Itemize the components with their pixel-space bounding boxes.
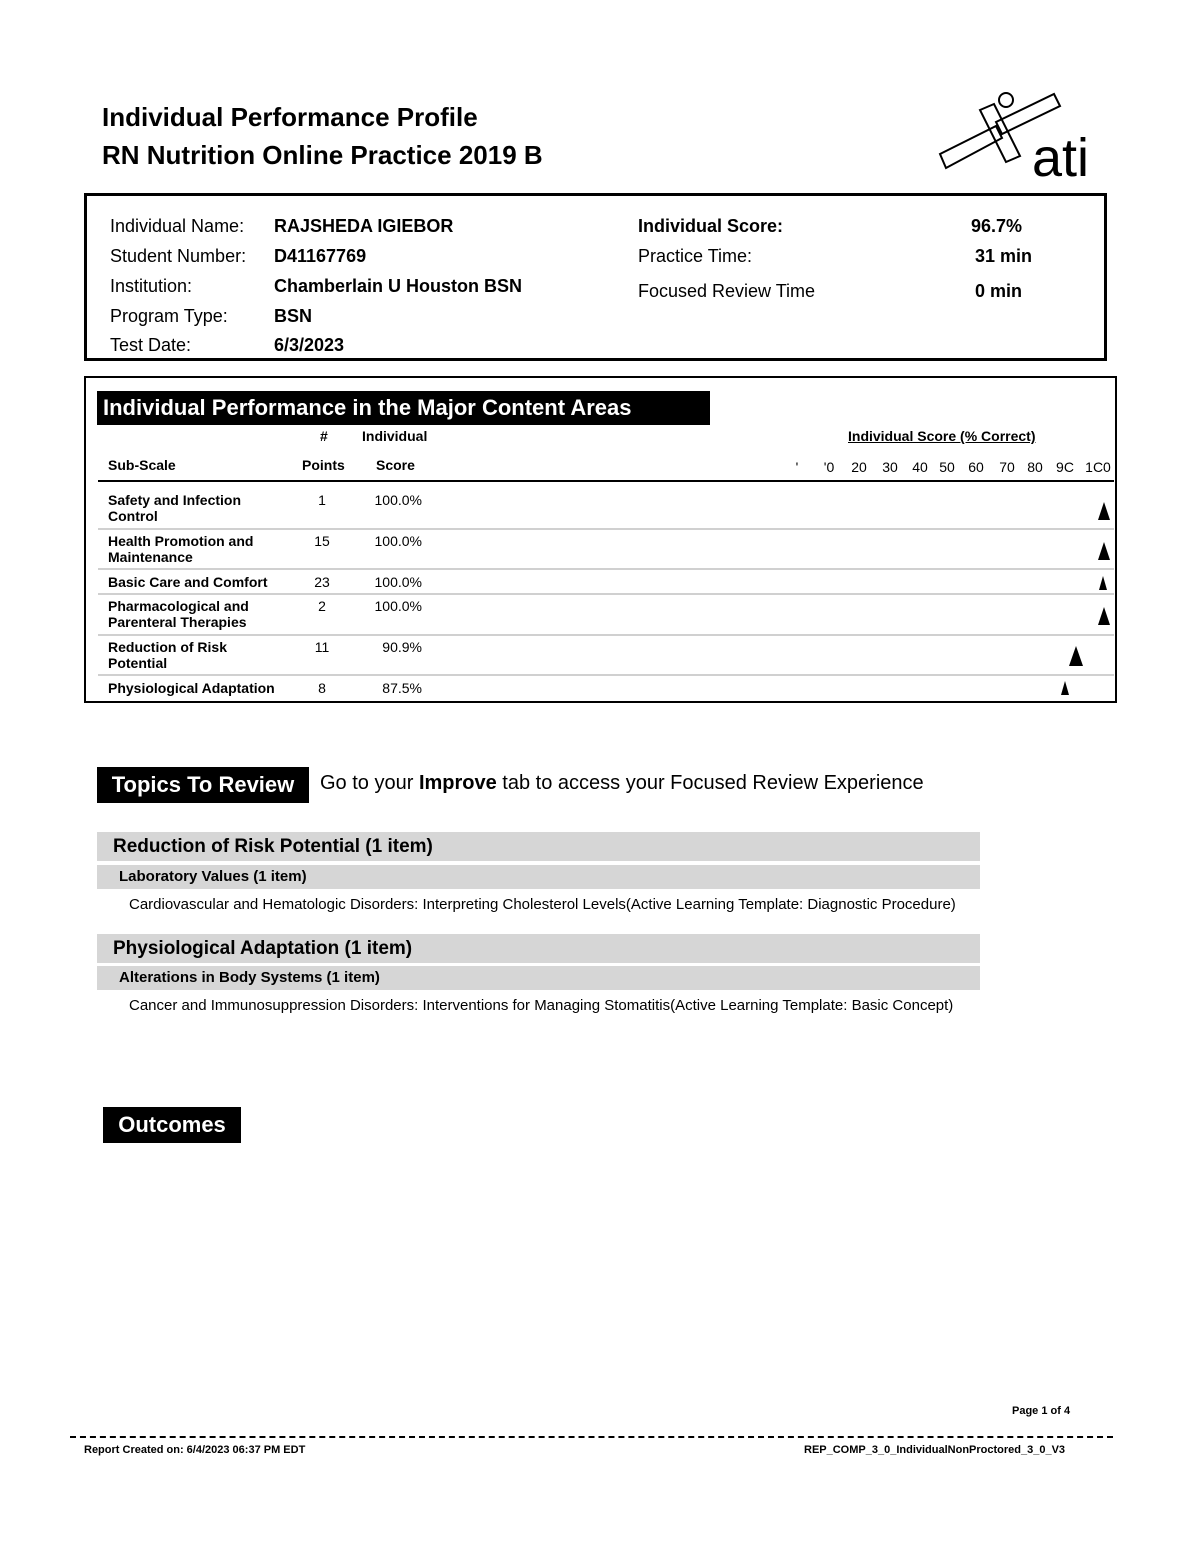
score-label: Individual Score: [638, 216, 784, 236]
ati-logo-icon [936, 86, 1104, 182]
row-score: 100.0% [374, 574, 422, 590]
axis-tick-label: 1C0 [1085, 459, 1111, 475]
test-title: RN Nutrition Online Practice 2019 B [102, 140, 543, 170]
topics-intro [320, 772, 924, 795]
row-divider [98, 593, 1114, 595]
topics-tag: Topics To Review [97, 767, 309, 803]
topic-category: Physiological Adaptation (1 item) [97, 934, 980, 963]
score-marker [1069, 646, 1083, 666]
axis-tick-label: 50 [939, 459, 955, 475]
row-subscale-name: Safety and Infection Control [108, 492, 242, 524]
report-created: Report Created on: 6/4/2023 06:37 PM EDT [84, 1444, 306, 1456]
score-marker [1098, 607, 1110, 625]
topic-subcategory: Alterations in Body Systems (1 item) [97, 966, 980, 990]
row-score: 100.0% [374, 598, 422, 614]
row-score: 100.0% [374, 533, 422, 549]
institution: Chamberlain U Houston BSN [274, 276, 523, 296]
row-points: 11 [314, 639, 330, 655]
col-hash: # [320, 428, 328, 444]
score-marker [1061, 681, 1069, 695]
program-type: BSN [274, 306, 313, 326]
axis-tick-label: '0 [823, 459, 835, 475]
row-points: 2 [318, 598, 326, 614]
score-marker [1098, 502, 1110, 520]
axis-tick-label: 60 [968, 459, 984, 475]
axis-tick-label: 80 [1027, 459, 1043, 475]
program-label: Program Type: [110, 306, 228, 326]
improve-tab-link[interactable]: Improve [418, 772, 497, 794]
page-number: Page 1 of 4 [1012, 1405, 1071, 1417]
chart-title: Individual Score (% Correct) [848, 428, 1036, 444]
row-points: 1 [318, 492, 326, 508]
row-subscale-name: Reduction of Risk Potential [108, 639, 228, 671]
intro-suffix: tab to access your Focused Review Experience [496, 772, 924, 794]
logo-text: ati [1032, 128, 1090, 182]
outcomes-tag: Outcomes [103, 1107, 241, 1143]
col-subscale: Sub-Scale [108, 457, 176, 473]
col-score: Score [376, 457, 415, 473]
row-subscale-name: Basic Care and Comfort [108, 574, 268, 590]
axis-tick-label: 40 [912, 459, 928, 475]
performance-header: Individual Performance in the Major Content Areas [97, 391, 710, 425]
score-marker [1098, 542, 1110, 560]
header-divider [98, 480, 1114, 482]
row-divider [98, 634, 1114, 636]
individual-score: 96.7% [971, 216, 1023, 236]
row-divider [98, 568, 1114, 570]
footer-divider [70, 1436, 1113, 1438]
axis-tick-label: ' [795, 459, 799, 475]
row-subscale-name: Physiological Adaptation [108, 680, 275, 696]
name-label: Individual Name: [110, 216, 245, 236]
row-divider [98, 674, 1114, 676]
row-score: 90.9% [382, 639, 422, 655]
score-marker [1099, 576, 1107, 590]
topic-item: Cancer and Immunosuppression Disorders: Interventions for Managing Stomatitis(Active Learning Template: Basic Concept) [129, 997, 954, 1014]
col-points: Points [302, 457, 345, 473]
student-number: D41167769 [274, 246, 367, 266]
date-label: Test Date: [110, 335, 192, 355]
practice-label: Practice Time: [638, 246, 753, 266]
row-points: 8 [318, 680, 326, 696]
review-time: 0 min [975, 281, 1023, 301]
review-label: Focused Review Time [638, 281, 816, 301]
topic-subcategory: Laboratory Values (1 item) [97, 865, 980, 889]
axis-tick-label: 9C [1056, 459, 1074, 475]
col-individual: Individual [362, 428, 428, 444]
row-score: 100.0% [374, 492, 422, 508]
topic-category: Reduction of Risk Potential (1 item) [97, 832, 980, 861]
axis-tick-label: 30 [882, 459, 898, 475]
test-date: 6/3/2023 [274, 335, 345, 355]
student-name: RAJSHEDA IGIEBOR [274, 216, 454, 236]
row-points: 15 [314, 533, 330, 549]
axis-tick-label: 20 [851, 459, 867, 475]
intro-prefix: Go to your [320, 772, 419, 794]
topic-item: Cardiovascular and Hematologic Disorders: Interpreting Cholesterol Levels(Active Learning Template: Diagnostic Procedure) [129, 896, 956, 913]
practice-time: 31 min [975, 246, 1033, 266]
row-points: 23 [314, 574, 330, 590]
row-subscale-name: Health Promotion and Maintenance [108, 533, 254, 565]
report-id: REP_COMP_3_0_IndividualNonProctored_3_0_V3 [804, 1444, 1066, 1456]
row-score: 87.5% [382, 680, 422, 696]
axis-tick-label: 70 [999, 459, 1015, 475]
institution-label: Institution: [110, 276, 193, 296]
row-divider [98, 528, 1114, 530]
page-title: Individual Performance Profile [102, 102, 478, 132]
number-label: Student Number: [110, 246, 247, 266]
row-subscale-name: Pharmacological and Parenteral Therapies [108, 598, 249, 630]
